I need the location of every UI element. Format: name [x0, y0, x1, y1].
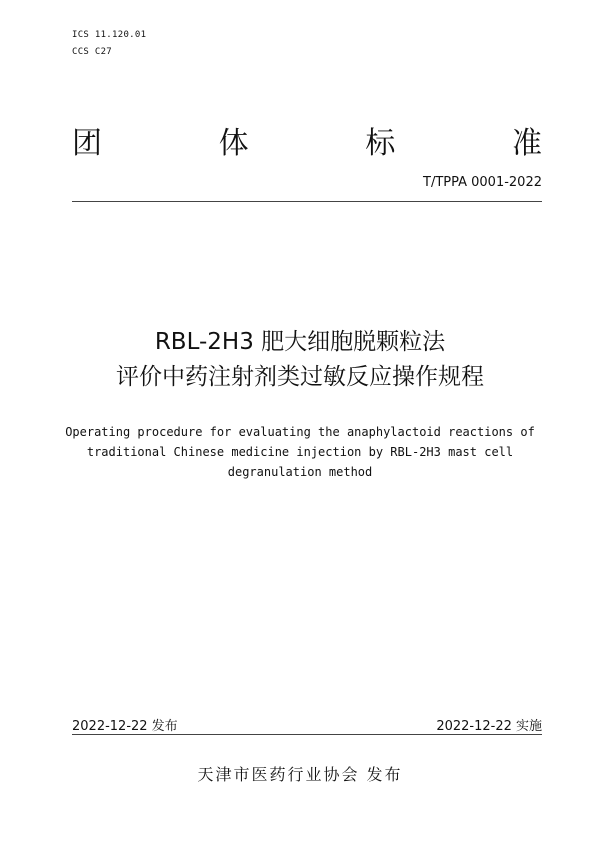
english-title [0, 422, 600, 482]
english-title-line-2: traditional Chinese medicine injection by RBL-2H3 mast cell [86, 445, 514, 459]
heading-char-4: 准 [511, 126, 542, 161]
standard-number: T/TPPA 0001-2022 [423, 175, 542, 190]
chinese-title-line-1: RBL-2H3 肥大细胞脱颗粒法 [154, 329, 446, 355]
bottom-divider [72, 734, 542, 735]
heading-char-3: 标 [365, 126, 396, 161]
document-type-heading [72, 118, 542, 162]
english-title-line-1: Operating procedure for evaluating the anaphylactoid reactions of [65, 425, 535, 439]
heading-char-1: 团 [72, 126, 102, 161]
english-title-line-3: degranulation method [227, 465, 373, 479]
issue-date: 2022-12-22 发布 [72, 719, 178, 734]
ics-code: ICS 11.120.01 [72, 30, 147, 40]
chinese-title-line-2: 评价中药注射剂类过敏反应操作规程 [116, 364, 484, 390]
chinese-title [0, 325, 600, 395]
top-divider [72, 201, 542, 202]
implementation-date: 2022-12-22 实施 [436, 719, 542, 734]
heading-char-2: 体 [218, 126, 249, 161]
publisher: 天津市医药行业协会 发布 [197, 765, 403, 784]
ccs-code: CCS C27 [72, 47, 113, 57]
